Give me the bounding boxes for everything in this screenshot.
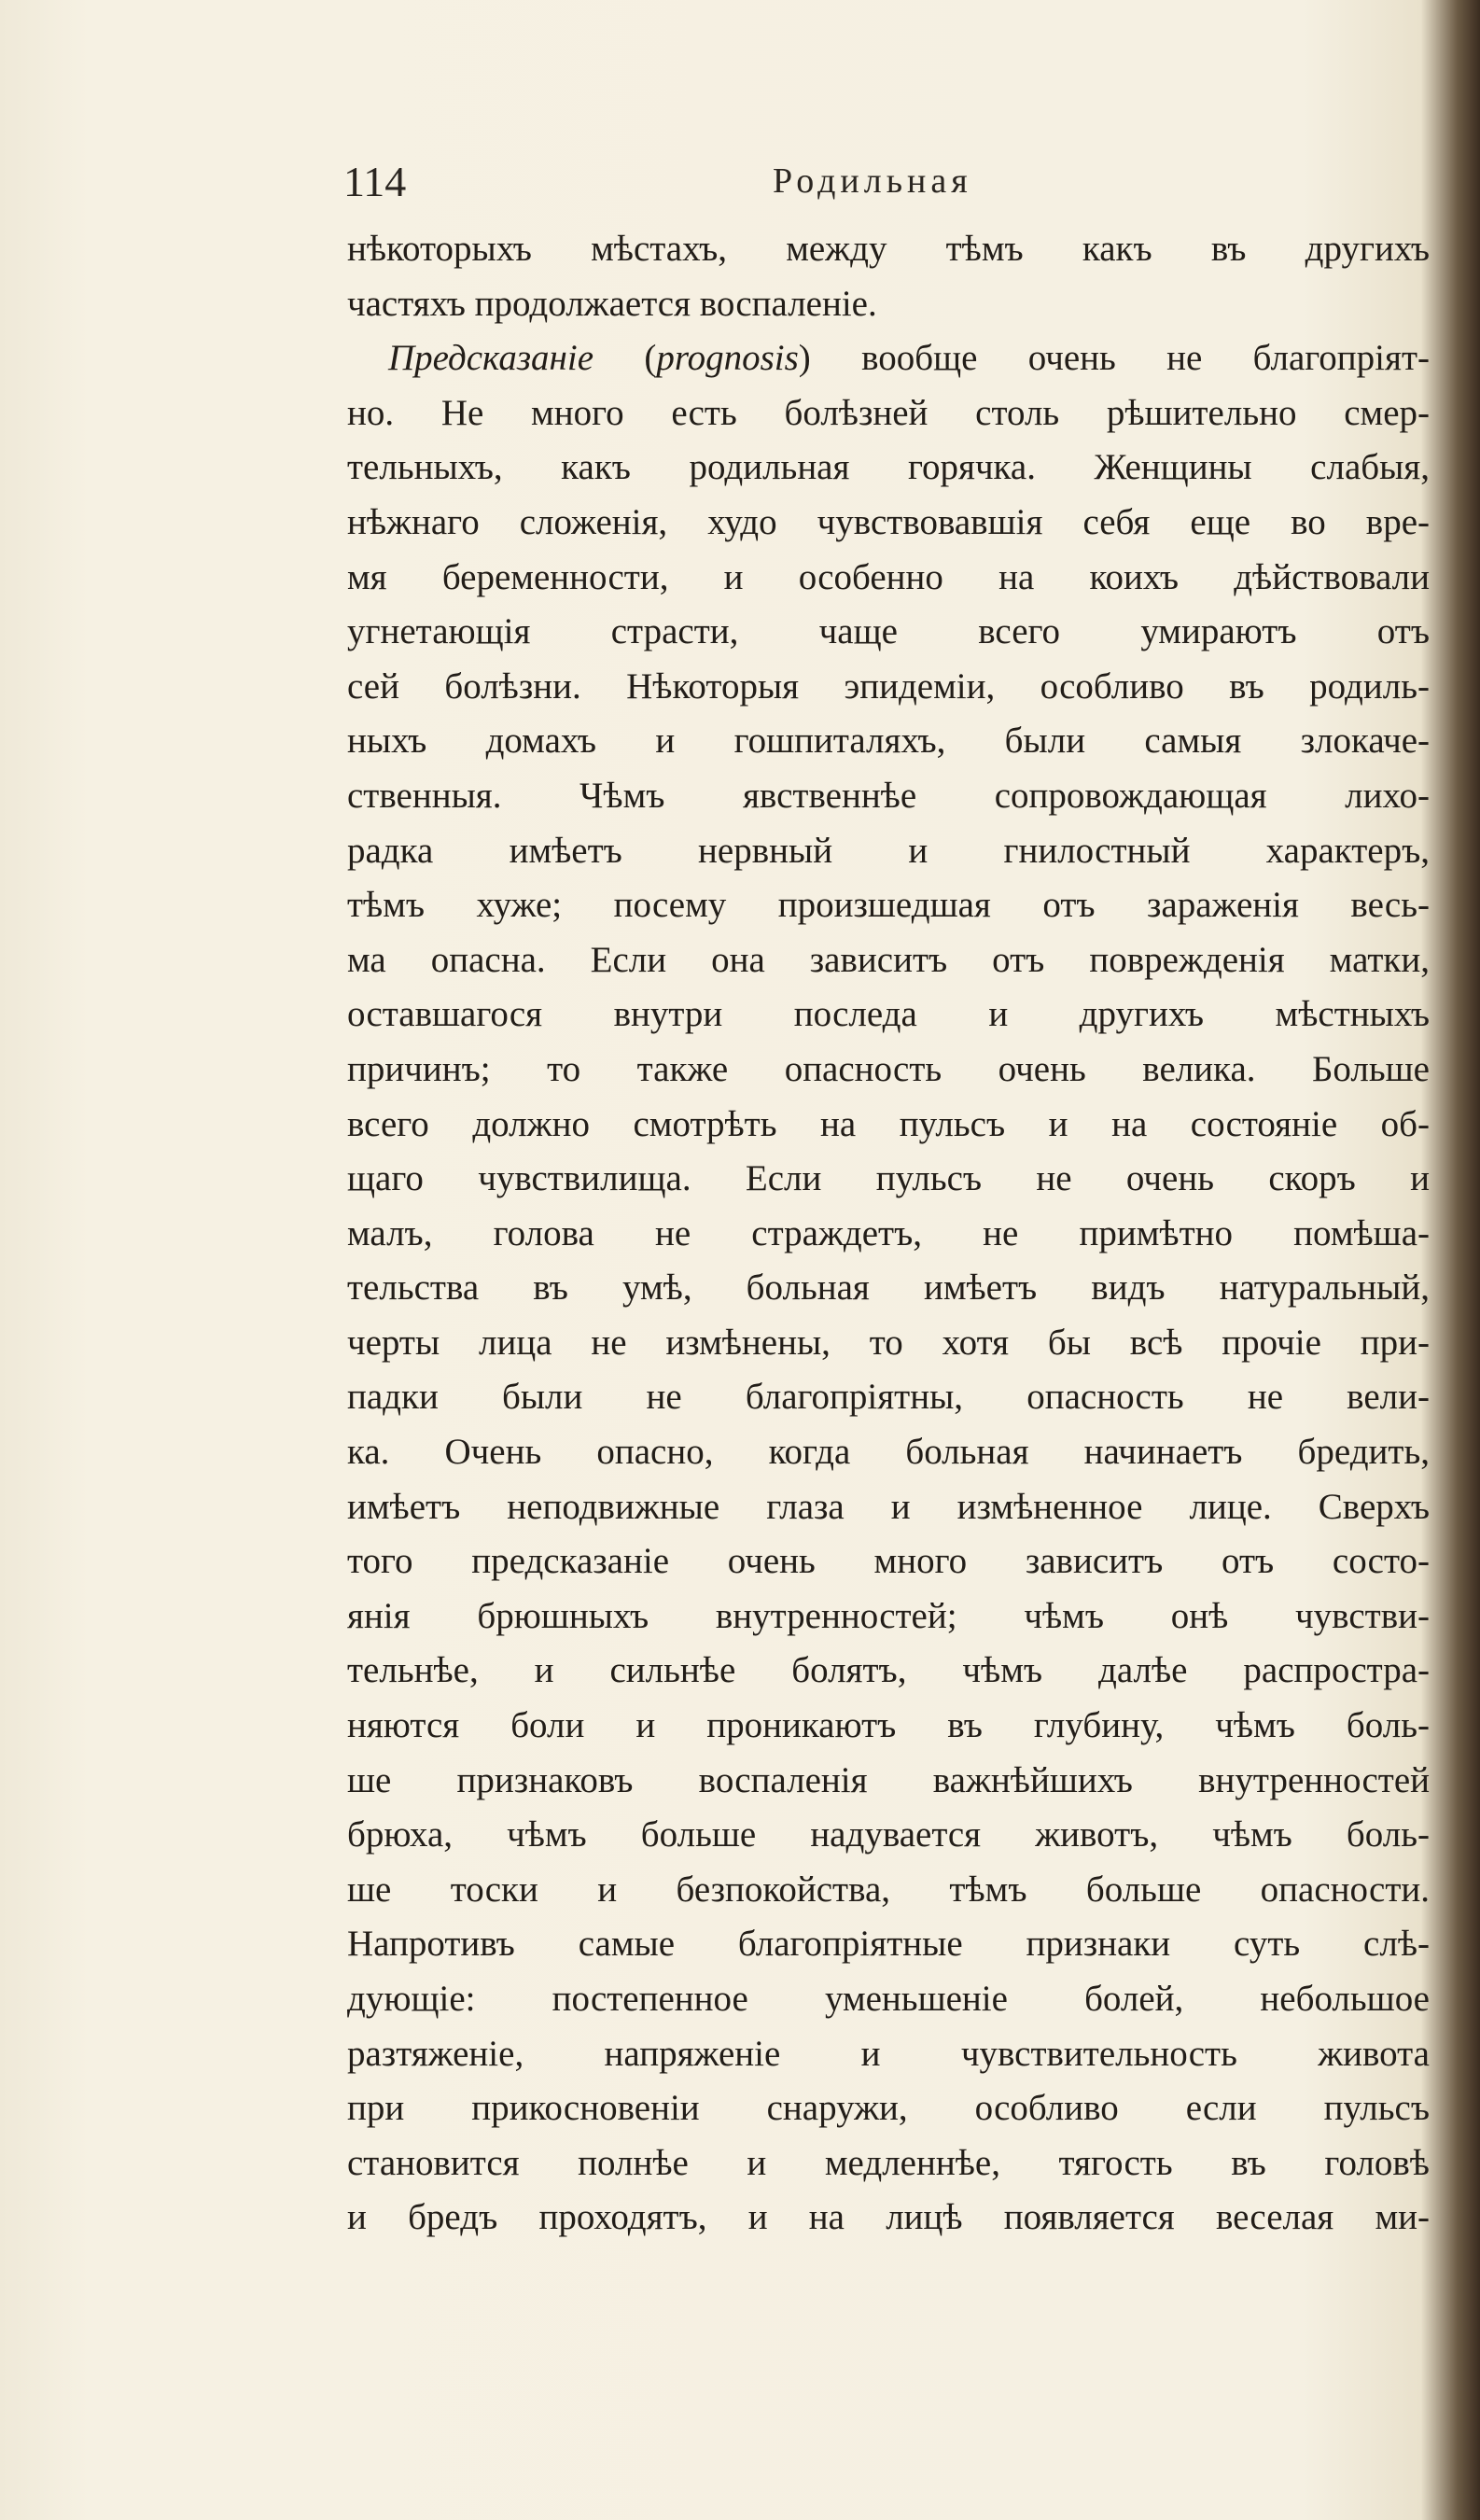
text-line: разтяженіе, напряженіе и чувствительность живота <box>347 2033 1430 2074</box>
text-line: частяхъ продолжается воспаленіе. <box>347 283 877 324</box>
text-line: тѣмъ хуже; посему произшедшая отъ зараженія весь- <box>347 885 1430 926</box>
text-line: оставшагося внутри последа и другихъ мѣстныхъ <box>347 994 1430 1035</box>
text-line: тельства въ умѣ, больная имѣетъ видъ натуральный, <box>347 1267 1430 1309</box>
text-line: падки были не благопріятны, опасность не вели- <box>347 1377 1430 1418</box>
text-line: и бредъ проходятъ, и на лицѣ появляется веселая ми- <box>347 2197 1430 2238</box>
text-line: радка имѣетъ нервный и гнилостный характеръ, <box>347 830 1430 871</box>
text-line: ше тоски и безпокойства, тѣмъ больше опасности. <box>347 1869 1430 1910</box>
text-line: причинъ; то также опасность очень велика. Больше <box>347 1048 1430 1089</box>
text-line: сей болѣзни. Нѣкоторыя эпидеміи, особливо въ родиль- <box>347 665 1430 707</box>
text-line: нѣкоторыхъ мѣстахъ, между тѣмъ какъ въ другихъ <box>347 229 1430 269</box>
text-line: малъ, голова не страждетъ, не примѣтно помѣша- <box>347 1212 1430 1253</box>
text-line: при прикосновеніи снаружи, особливо если пульсъ <box>347 2088 1430 2129</box>
text-line: становится полнѣе и медленнѣе, тягость въ головѣ <box>347 2142 1430 2183</box>
text-line: тельнѣе, и сильнѣе болятъ, чѣмъ далѣе распростра- <box>347 1650 1430 1691</box>
text-line: мя беременности, и особенно на коихъ дѣйствовали <box>347 556 1430 597</box>
text-line: янія брюшныхъ внутренностей; чѣмъ онѣ чувстви- <box>347 1595 1430 1636</box>
text-line: тельныхъ, какъ родильная горячка. Женщины слабыя, <box>347 447 1430 488</box>
text-line: щаго чувствилища. Если пульсъ не очень скоръ и <box>347 1158 1430 1199</box>
text-line: нѣжнаго сложенія, худо чувствовавшія себя еще во вре- <box>347 501 1430 542</box>
text-line: Предсказаніе (prognosis) вообще очень не благопріят- <box>388 338 1430 379</box>
page-header <box>343 157 1426 222</box>
text-line: имѣетъ неподвижные глаза и измѣненное лице. Сверхъ <box>347 1486 1430 1527</box>
text-line: ственныя. Чѣмъ явственнѣе сопровождающая лихо- <box>347 775 1430 816</box>
body-text <box>347 222 1430 2246</box>
text-line: брюха, чѣмъ больше надувается животъ, чѣмъ боль- <box>347 1814 1430 1855</box>
text-line: черты лица не измѣнены, то хотя бы всѣ прочіе при- <box>347 1322 1430 1363</box>
text-line: того предсказаніе очень много зависитъ отъ состо- <box>347 1541 1430 1582</box>
text-line: ше признаковъ воспаленія важнѣйшихъ внутренностей <box>347 1759 1430 1800</box>
text-line: всего должно смотрѣть на пульсъ и на состояніе об- <box>347 1103 1430 1144</box>
text-line: но. Не много есть болѣзней столь рѣшительно смер- <box>347 392 1430 433</box>
text-line: ма опасна. Если она зависитъ отъ поврежденія матки, <box>347 939 1430 980</box>
text-line: няются боли и проникаютъ въ глубину, чѣмъ боль- <box>347 1705 1430 1746</box>
text-line: угнетающія страсти, чаще всего умираютъ отъ <box>347 611 1430 652</box>
page-number: 114 <box>343 158 407 205</box>
text-line: дующіе: постепенное уменьшеніе болей, небольшое <box>347 1979 1430 2019</box>
text-line: Напротивъ самые благопріятные признаки суть слѣ- <box>347 1924 1430 1965</box>
running-head: Родильная <box>773 161 972 201</box>
text-line: ныхъ домахъ и гошпиталяхъ, были самыя злокаче- <box>347 721 1430 762</box>
text-line: ка. Очень опасно, когда больная начинаетъ бредить, <box>347 1432 1430 1473</box>
